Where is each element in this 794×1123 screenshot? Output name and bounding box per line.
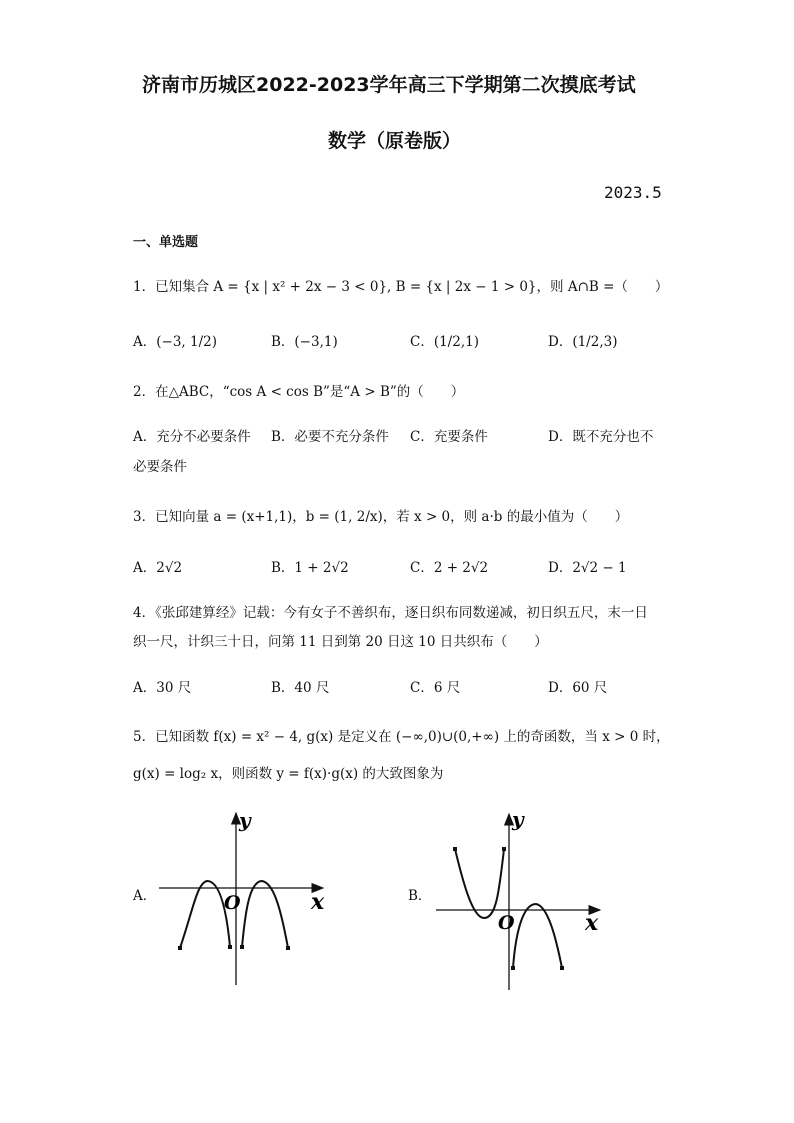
graph-a-endpoint [228, 945, 232, 949]
graph-a-endpoint [240, 945, 244, 949]
graph-b-y-label: y [512, 808, 524, 831]
graph-a-y-label: y [239, 808, 251, 832]
graph-b-endpoint [511, 966, 515, 970]
question-4-stem-line2: 织一尺，计织三十日，问第 11 日到第 20 日这 10 日共织布（ ） [133, 634, 548, 650]
graph-b-curve-left [455, 849, 504, 918]
graph-b [432, 808, 612, 993]
graph-a-endpoint [178, 946, 182, 950]
question-2-option-b: B．必要不充分条件 [271, 429, 389, 445]
question-4-stem: 4．《张邱建算经》记载：今有女子不善织布，逐日织布同数递减，初日织五尺，末一日 [133, 605, 648, 621]
graph-b-endpoint [453, 847, 457, 851]
question-3-option-a: A．2√2 [133, 560, 183, 576]
question-3-stem: 3．已知向量 a = (x+1,1)，b = (1, 2/x)，若 x > 0，则 a·b 的最小值为（ ） [133, 509, 629, 525]
question-5-option-b-label: B． [408, 888, 432, 904]
exam-subtitle: 数学（原卷版） [328, 130, 462, 152]
question-2-option-c: C．充要条件 [410, 429, 488, 445]
exam-date: 2023.5 [604, 183, 662, 202]
question-4-option-d: D．60 尺 [548, 680, 608, 696]
question-1-option-b: B．(−3,1) [271, 334, 338, 350]
question-1-stem: 1．已知集合 A = {x | x² + 2x − 3 < 0}, B = {x | 2x − 1 > 0}，则 A∩B =（ ） [133, 279, 669, 295]
graph-b-endpoint [502, 847, 506, 851]
question-4-option-a: A．30 尺 [133, 680, 192, 696]
graph-a [155, 805, 335, 990]
question-1-option-c: C．(1/2,1) [410, 334, 479, 350]
question-5-stem: 5．已知函数 f(x) = x² − 4, g(x) 是定义在 (−∞,0)∪(0,+∞) 上的奇函数，当 x > 0 时， [133, 729, 670, 745]
graph-b-x-label: x [585, 910, 599, 936]
question-2-option-d-wrap: 必要条件 [133, 459, 187, 475]
question-2-option-a: A．充分不必要条件 [133, 429, 251, 445]
question-1-option-a: A．(−3, 1/2) [133, 334, 217, 350]
graph-a-endpoint [286, 946, 290, 950]
question-2-stem: 2．在△ABC，“cos A < cos B”是“A > B”的（ ） [133, 384, 465, 400]
graph-b-endpoint [560, 966, 564, 970]
section-heading: 一、单选题 [133, 235, 199, 250]
graph-b-curve-right [513, 904, 562, 968]
question-5-option-a-label: A． [133, 888, 157, 904]
graph-a-x-label: x [311, 889, 325, 915]
graph-b-origin-label: O [498, 912, 515, 934]
exam-title: 济南市历城区2022-2023学年高三下学期第二次摸底考试 [142, 74, 636, 96]
question-3-option-c: C．2 + 2√2 [410, 560, 489, 576]
question-4-option-b: B．40 尺 [271, 680, 330, 696]
question-3-option-b: B．1 + 2√2 [271, 560, 349, 576]
question-1-option-d: D．(1/2,3) [548, 334, 618, 350]
question-4-option-c: C．6 尺 [410, 680, 461, 696]
question-3-option-d: D．2√2 − 1 [548, 560, 627, 576]
graph-a-curve-left [180, 881, 230, 948]
question-5-stem-line2: g(x) = log₂ x，则函数 y = f(x)·g(x) 的大致图象为 [133, 766, 444, 782]
question-2-option-d: D．既不充分也不 [548, 429, 654, 445]
graph-a-curve-right [242, 881, 288, 948]
graph-a-origin-label: O [224, 892, 241, 914]
